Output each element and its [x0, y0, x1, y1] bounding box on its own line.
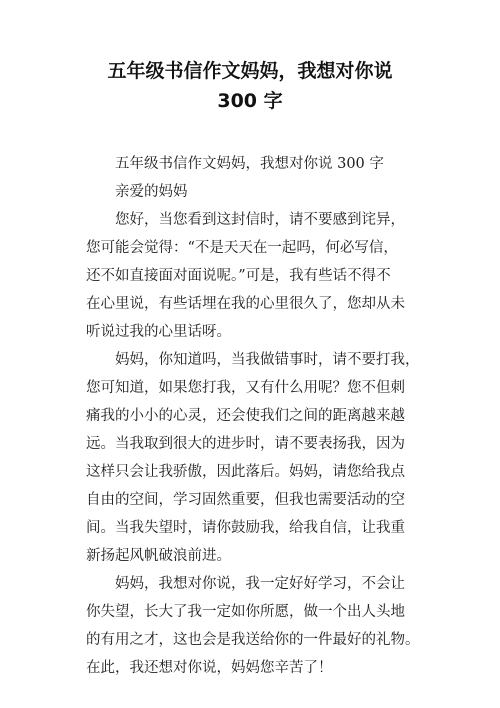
body-line: 妈妈，我想对你说，我一定好好学习，不会让 [115, 576, 405, 592]
document-title [40, 56, 460, 116]
body-line: 远。当我取到很大的进步时，请不要表扬我，因为 [86, 436, 405, 452]
body-line: 亲爱的妈妈 [115, 184, 188, 200]
body-line: 妈妈，你知道吗，当我做错事时，请不要打我， [115, 352, 420, 368]
title-line-1: 五年级书信作文妈妈，我想对你说 [107, 60, 393, 82]
body-line: 你失望，长大了我一定如你所愿，做一个出人头地 [86, 604, 405, 620]
body-line: 这样只会让我骄傲，因此落后。妈妈，请您给我点 [86, 464, 405, 480]
letter-body [86, 150, 446, 682]
body-line: 间。当我失望时，请你鼓励我，给我自信，让我重 [86, 520, 405, 536]
body-line: 在心里说，有些话埋在我的心里很久了，您却从未 [86, 296, 405, 312]
body-line: 自由的空间，学习固然重要，但我也需要活动的空 [86, 492, 405, 508]
body-line: 还不如直接面对面说呢。”可是，我有些话不得不 [86, 268, 391, 284]
body-line: 在此，我还想对你说，妈妈您辛苦了！ [86, 660, 333, 676]
title-line-2: 300 字 [217, 90, 283, 112]
body-line: 五年级书信作文妈妈，我想对你说 300 字 [115, 156, 384, 172]
body-line: 听说过我的心里话呀。 [86, 324, 231, 340]
body-line: 您可知道，如果您打我，又有什么用呢？您不但刺 [86, 380, 405, 396]
body-line: 您可能会觉得：“不是天天在一起吗，何必写信， [86, 240, 398, 256]
body-line: 的有用之才，这也会是我送给你的一件最好的礼物。 [86, 632, 420, 648]
body-line: 痛我的小小的心灵，还会使我们之间的距离越来越 [86, 408, 405, 424]
body-line: 新扬起风帆破浪前进。 [86, 548, 231, 564]
body-line: 您好，当您看到这封信时，请不要感到诧异， [115, 212, 405, 228]
